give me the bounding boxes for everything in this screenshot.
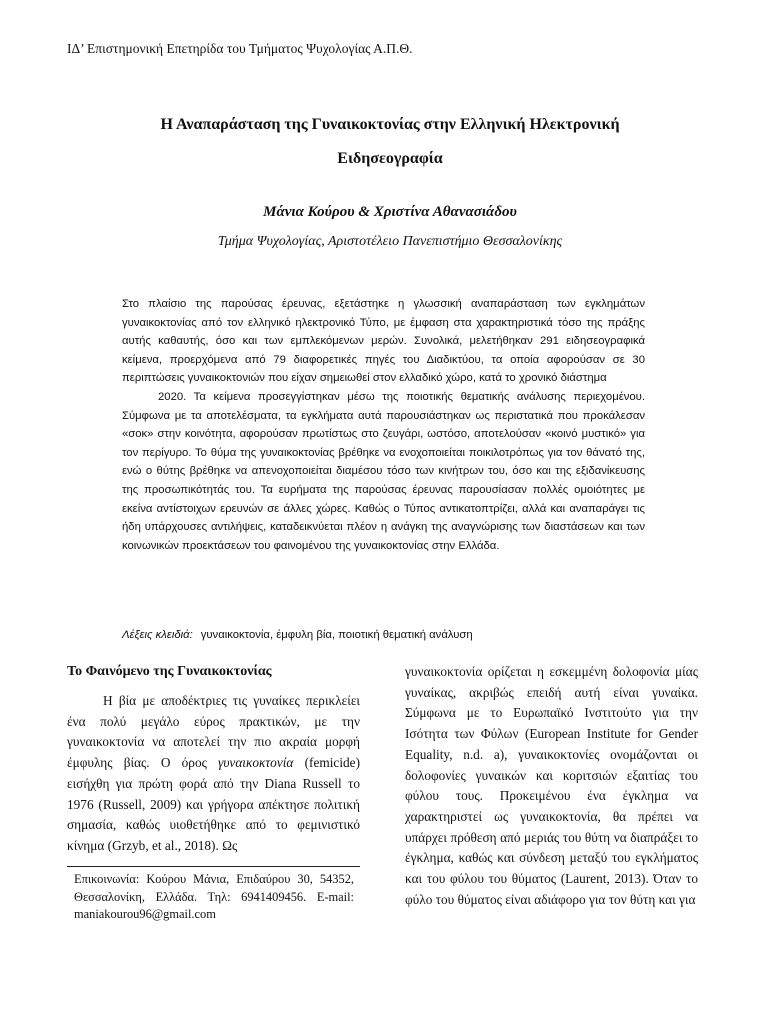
left-column-paragraph bbox=[67, 691, 360, 857]
femicide-term: γυναικοκτονία bbox=[218, 755, 294, 771]
left-paragraph-part-b: (femicide) εισήχθη για πρώτη φορά από την Diana Russell το 1976 (Russell, 2009) και γρήγορα απέκτησε πολιτική σημασία, καθώς υιοθετήθηκε από το φεμινιστικό κίνημα (Grzyb, et al., 2018). Ως bbox=[67, 755, 360, 853]
running-head: ΙΔ’ Επιστημονική Επετηρίδα του Τμήματος Ψυχολογίας Α.Π.Θ. bbox=[67, 41, 413, 56]
left-column bbox=[67, 663, 360, 857]
section-heading: Το Φαινόμενο της Γυναικοκτονίας bbox=[67, 664, 272, 679]
authors: Μάνια Κούρου & Χριστίνα Αθανασιάδου bbox=[263, 204, 517, 220]
abstract bbox=[122, 295, 645, 555]
affiliation: Τμήμα Ψυχολογίας, Αριστοτέλειο Πανεπιστήμιο Θεσσαλονίκης bbox=[217, 234, 563, 249]
contact-footnote: Επικοινωνία: Κούρου Μάνια, Επιδαύρου 30, 54352, Θεσσαλονίκη, Ελλάδα. Τηλ: 6941409456. E-mail: maniakourou96@gmail.com bbox=[74, 872, 354, 921]
article-title-line-1: Η Αναπαράσταση της Γυναικοκτονίας στην Ελληνική Ηλεκτρονική bbox=[160, 116, 620, 133]
footnote-divider bbox=[67, 866, 360, 867]
article-title bbox=[60, 108, 720, 176]
left-paragraph-part-a: Η βία με αποδέκτριες τις γυναίκες περικλείει ένα πολύ μεγάλο εύρος πρακτικών, με την γυναικοκτονία να αποτελεί την πιο ακραία μορφή έμφυλης βίας. Ο όρος bbox=[67, 693, 360, 771]
right-column bbox=[405, 662, 698, 910]
abstract-part-1: Στο πλαίσιο της παρούσας έρευνας, εξετάστηκε η γλωσσική αναπαράσταση των εγκλημάτων γυναικοκτονίας από τον ελληνικό ηλεκτρονικό Τύπο, με έμφαση στα χαρακτηριστικά τόσο της πράξης αυτής καθαυτής, όσο και των εμπλεκόμενων μερών. Συνολικά, μελετήθηκαν 291 ειδησεογραφικά κείμενα, προερχόμενα από 79 διαφορετικές πηγές του Διαδικτύου, τα οποία αφορούσαν σε 30 περιπτώσεις γυναικοκτονιών που είχαν σημειωθεί στον ελλαδικό χώρο, κατά το χρονικό διάστημα bbox=[122, 298, 645, 385]
abstract-part-2: 2020. Τα κείμενα προσεγγίστηκαν μέσω της ποιοτικής θεματικής ανάλυσης περιεχομένου. Σύμφωνα με τα αποτελέσματα, τα εγκλήματα αυτά παρουσιάστηκαν ως περιστατικά που προκάλεσαν «σοκ» στην κοινότητα, αφορούσαν πρωτίστως στο ζευγάρι, ωστόσο, αποτελούσαν «κοινό μυστικό» για τον περίγυρο. Το θύμα της γυναικοκτονίας βρέθηκε να ενοχοποιείται ποικιλοτρόπως για τον θάνατό της, ενώ ο θύτης βρέθηκε να απενοχοποιείται διαμέσου τόσο των κινήτρων του, όσο και της εξιδανίκευσης της προσωπικότητάς του. Τα ευρήματα της παρούσας έρευνας παρουσίασαν πολλές ομοιότητες με εκείνα αντίστοιχων ερευνών σε άλλες χώρες. Καθώς ο Τύπος αντικατοπτρίζει, αλλά και αναπαράγει τις ήδη υπάρχουσες αντιλήψεις, καταδεικνύεται πλέον η ανάγκη της αναγνώρισης των διαστάσεων και των κοινωνικών προεκτάσεων του φαινομένου της γυναικοκτονίας στην Ελλάδα. bbox=[122, 390, 645, 552]
article-title-line-2: Ειδησεογραφία bbox=[337, 150, 443, 167]
keywords-label: Λέξεις κλειδιά: bbox=[122, 629, 193, 641]
keywords bbox=[122, 627, 473, 643]
keywords-value: γυναικοκτονία, έμφυλη βία, ποιοτική θεματική ανάλυση bbox=[200, 629, 473, 641]
right-column-paragraph: γυναικοκτονία ορίζεται η εσκεμμένη δολοφονία μίας γυναίκας, ακριβώς επειδή αυτή είναι γυναίκα. Σύμφωνα με το Ευρωπαϊκό Ινστιτούτο για την Ισότητα των Φύλων (European Institute for Gender Equality, n.d. a), γυναικοκτονίες ονομάζονται οι δολοφονίες γυναικών και κοριτσιών εξαιτίας του φύλου τους. Προκειμένου ένα έγκλημα να χαρακτηριστεί ως γυναικοκτονία, θα πρέπει να υπάρχει πρόθεση από μεριάς του θύτη να διαπράξει το έγκλημα, καθώς και σύνδεση μεταξύ του εγκλήματος και του φύλου του θύματος (Laurent, 2013). Όταν το φύλο του θύματος είναι αδιάφορο για τον θύτη και για bbox=[405, 664, 698, 907]
